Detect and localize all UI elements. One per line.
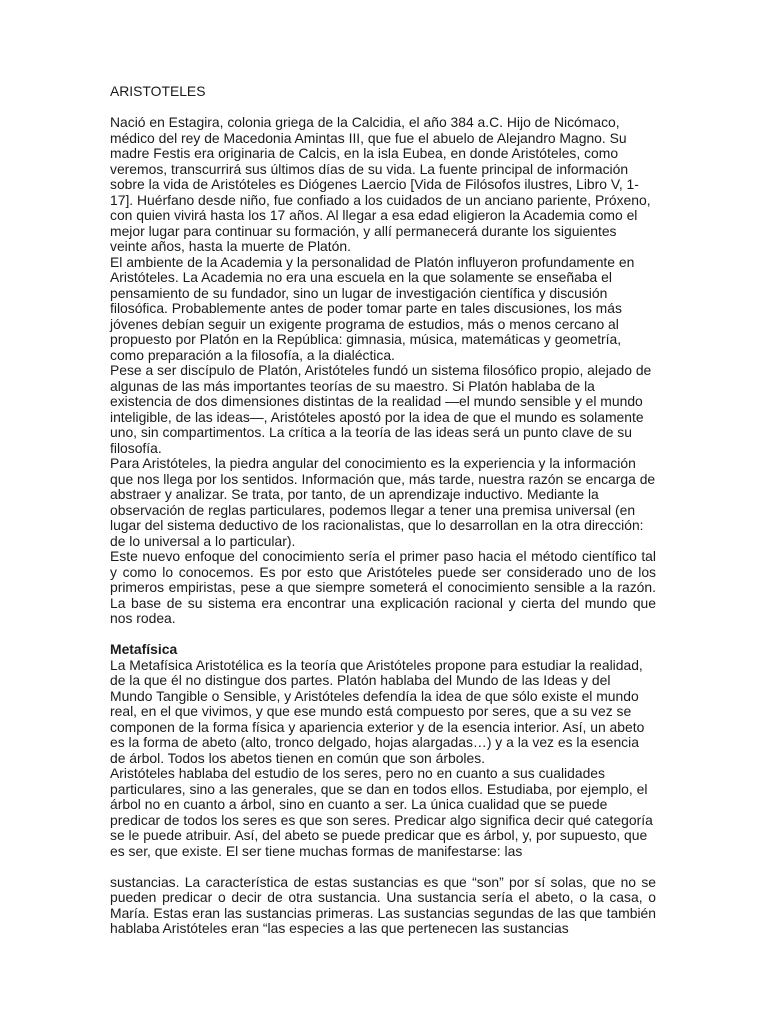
- paragraph-own-system: Pese a ser discípulo de Platón, Aristóteles fundó un sistema filosófico propio, alejado de algunas de las más importantes teorías de su maestro. Si Platón hablaba de la existencia de dos dimensiones distintas de la realidad —el mundo sensible y el mundo inteligible, de las ideas—, Aristóteles apostó por la idea de que el mundo es solamente uno, sin compartimentos. La crítica a la teoría de las ideas será un punto clave de su filosofía.: [110, 362, 652, 456]
- page-break-gap: [110, 859, 656, 875]
- paragraph-sustancias: sustancias. La característica de estas sustancias es que “son” por sí solas, que no se pueden predicar o decir de otra sustancia. Una sustancia sería el abeto, o la casa, o María. Estas eran las sustancias primeras. Las sustancias segundas de las que también hablaba Aristóteles eran “las especies a las que pertenecen las sustancias: [110, 873, 656, 936]
- document-body: [110, 84, 656, 937]
- document-title: ARISTOTELES: [110, 83, 206, 99]
- paragraph-scientific-method: Este nuevo enfoque del conocimiento sería el primer paso hacia el método científico tal y como lo conocemos. Es por esto que Aristóteles puede ser considerado uno de los primeros empiristas, pese a que siempre someterá el conocimiento sensible a la razón. La base de su sistema era encontrar una explicación racional y cierta del mundo que nos rodea.: [110, 548, 656, 626]
- paragraph-study-of-beings: Aristóteles hablaba del estudio de los seres, pero no en cuanto a sus cualidades particulares, sino a las generales, que se dan en todos ellos. Estudiaba, por ejemplo, el árbol no en cuanto a árbol, sino en cuanto a ser. La única cualidad que se puede predicar de todos los seres es que son seres. Predicar algo significa decir qué categoría se le puede atribuir. Así, del abeto se puede predicar que es árbol, y, por supuesto, que es ser, que existe. El ser tiene muchas formas de manifestarse: las: [110, 765, 653, 859]
- section-gap: [110, 627, 656, 643]
- section-heading-metafisica: Metafísica: [110, 641, 178, 657]
- paragraph-birth: Nació en Estagira, colonia griega de la Calcidia, el año 384 a.C. Hijo de Nicómaco, médico del rey de Macedonia Amintas III, que fue el abuelo de Alejandro Magno. Su madre Festis era originaria de Calcis, en la isla Eubea, en donde Aristóteles, como veremos, transcurrirá sus últimos días de su vida. La fuente principal de información sobre la vida de Aristóteles es Diógenes Laercio [Vida de Filósofos ilustres, Libro V, 1-17]. Huérfano desde niño, fue confiado a los cuidados de un anciano pariente, Próxeno, con quien vivirá hasta los 17 años. Al llegar a esa edad eligieron la Academia como el mejor lugar para continuar su formación, y allí permanecerá durante los siguientes veinte años, hasta la muerte de Platón.: [110, 114, 651, 254]
- paragraph-academia: El ambiente de la Academia y la personalidad de Platón influyeron profundamente en Aristóteles. La Academia no era una escuela en la que solamente se enseñaba el pensamiento de su fundador, sino un lugar de investigación científica y discusión filosófica. Probablemente antes de poder tomar parte en tales discusiones, los más jóvenes debían seguir un exigente programa de estudios, más o menos cercano al propuesto por Platón en la República: gimnasia, música, matemáticas y geometría, como preparación a la filosofía, a la dialéctica.: [110, 253, 635, 363]
- paragraph-metafisica: La Metafísica Aristotélica es la teoría que Aristóteles propone para estudiar la realidad, de la que él no distingue dos partes. Platón hablaba del Mundo de las Ideas y del Mundo Tangible o Sensible, y Aristóteles defendía la idea de que sólo existe el mundo real, en el que vivimos, y que ese mundo está compuesto por seres, que a su vez se componen de la forma física y apariencia exterior y de la esencia interior. Así, un abeto es la forma de abeto (alto, tronco delgado, hojas alargadas…) y a la vez es la esencia de árbol. Todos los abetos tienen en común que son árboles.: [110, 656, 645, 766]
- paragraph-knowledge: Para Aristóteles, la piedra angular del conocimiento es la experiencia y la información que nos llega por los sentidos. Información que, más tarde, nuestra razón se encarga de abstraer y analizar. Se trata, por tanto, de un aprendizaje inductivo. Mediante la observación de reglas particulares, podemos llegar a tener una premisa universal (en lugar del sistema deductivo de los racionalistas, que lo desarrollan en la otra dirección: de lo universal a lo particular).: [110, 455, 656, 549]
